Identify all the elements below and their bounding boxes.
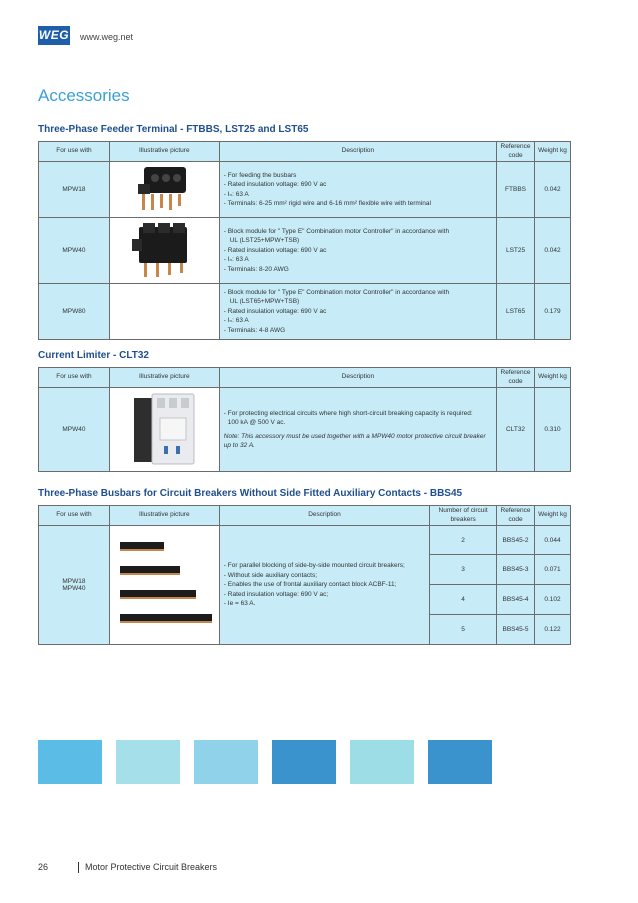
col-reference: Reference code: [497, 368, 535, 388]
reference-cell: BBS45-5: [497, 615, 535, 645]
busbars-image: [114, 534, 214, 634]
page-number: 26: [38, 862, 49, 872]
col-weight: Weight kg: [535, 506, 571, 526]
col-weight: Weight kg: [535, 142, 571, 162]
col-picture: Illustrative picture: [109, 142, 219, 162]
bbs-header-row: [39, 506, 571, 526]
weight-cell: 0.042: [535, 162, 571, 218]
weight-cell: 0.102: [535, 585, 571, 615]
color-swatch: [116, 740, 180, 784]
weight-cell: 0.042: [535, 218, 571, 284]
col-description: Description: [219, 142, 496, 162]
lst25-picture: [109, 218, 219, 284]
col-use-with: For use with: [39, 368, 110, 388]
clt-picture: [109, 388, 219, 472]
col-description: Description: [219, 506, 429, 526]
use-with-cell: MPW40: [39, 218, 110, 284]
reference-cell: LST25: [497, 218, 535, 284]
col-picture: Illustrative picture: [109, 368, 219, 388]
table-row: [39, 284, 571, 340]
weight-cell: 0.071: [535, 555, 571, 585]
clt-header-row: [39, 368, 571, 388]
use-with-cell: MPW40: [39, 388, 110, 472]
page-title: Accessories: [38, 86, 130, 105]
col-weight: Weight kg: [535, 368, 571, 388]
col-use-with: For use with: [39, 142, 110, 162]
reference-cell: FTBBS: [497, 162, 535, 218]
color-swatch-strip: [38, 740, 571, 784]
description-cell: - Block module for " Type E" Combination motor Controller" in accordance with UL (LST65+MPW+TSB) - Rated insulation voltage: 690 V ac - Iₙ: 63 A - Terminals: 4-8 AWG: [219, 284, 496, 340]
use-with-cell: MPW18: [39, 162, 110, 218]
weight-cell: 0.310: [535, 388, 571, 472]
weg-logo: WEG: [38, 26, 70, 45]
reference-cell: LST65: [497, 284, 535, 340]
reference-cell: CLT32: [497, 388, 535, 472]
weight-cell: 0.179: [535, 284, 571, 340]
ftbbs-table: [38, 141, 571, 340]
use-with-cell: MPW18 MPW40: [39, 526, 110, 645]
number-cell: 2: [430, 526, 497, 555]
table-row: [39, 526, 571, 555]
col-picture: Illustrative picture: [109, 506, 219, 526]
color-swatch: [428, 740, 492, 784]
color-swatch: [350, 740, 414, 784]
number-cell: 3: [430, 555, 497, 585]
col-use-with: For use with: [39, 506, 110, 526]
current-limiter-image: [124, 390, 204, 468]
reference-cell: BBS45-2: [497, 526, 535, 555]
bbs-table: [38, 505, 571, 645]
col-reference: Reference code: [497, 142, 535, 162]
reference-cell: BBS45-3: [497, 555, 535, 585]
col-number-breakers: Number of circuit breakers: [430, 506, 497, 526]
footer-text: Motor Protective Circuit Breakers: [85, 862, 218, 872]
ftbbs-header-row: [39, 142, 571, 162]
table-row: [39, 218, 571, 284]
lst65-picture: [109, 284, 219, 340]
clt-table: [38, 367, 571, 472]
col-description: Description: [219, 368, 496, 388]
footer-divider: [78, 862, 79, 873]
color-swatch: [272, 740, 336, 784]
header-url[interactable]: www.weg.net: [80, 32, 134, 42]
bbs-picture: [109, 526, 219, 645]
table-row: [39, 162, 571, 218]
table-row: [39, 388, 571, 472]
page-footer: [38, 862, 217, 873]
block-module-image: [124, 221, 204, 279]
clt-note: Note: This accessory must be used together with a MPW40 motor protective circuit breaker up to 32 A.: [223, 432, 486, 449]
weight-cell: 0.122: [535, 615, 571, 645]
clt-title: Current Limiter - CLT32: [38, 350, 149, 361]
weight-cell: 0.044: [535, 526, 571, 555]
color-swatch: [38, 740, 102, 784]
description-cell: - For parallel blocking of side-by-side mounted circuit breakers; - Without side auxiliary contacts; - Enables the use of frontal auxiliary contact block ACBF-11; - Rated insulation voltage: 690 V ac; - Ie = 63 A.: [219, 526, 429, 645]
color-swatch: [194, 740, 258, 784]
description-cell: - For protecting electrical circuits where high short-circuit breaking capacity is required: 100 kA @ 500 V ac. Note: This accessory must be used together with a MPW40 motor protective circuit breaker up to 32 A.: [219, 388, 496, 472]
col-reference: Reference code: [497, 506, 535, 526]
bbs-title: Three-Phase Busbars for Circuit Breakers Without Side Fitted Auxiliary Contacts - BBS45: [38, 488, 463, 499]
use-with-cell: MPW80: [39, 284, 110, 340]
description-cell: - For feeding the busbars - Rated insulation voltage: 690 V ac - Iₙ: 63 A - Terminals: 6-25 mm² rigid wire and 6-16 mm² flexible wire with terminal: [219, 162, 496, 218]
feeder-terminal-image: [124, 164, 204, 214]
reference-cell: BBS45-4: [497, 585, 535, 615]
description-cell: - Block module for " Type E" Combination motor Controller" in accordance with UL (LST25+MPW+TSB) - Rated insulation voltage: 690 V ac - Iₙ: 63 A - Terminals: 8-20 AWG: [219, 218, 496, 284]
ftbbs-title: Three-Phase Feeder Terminal - FTBBS, LST25 and LST65: [38, 124, 309, 135]
number-cell: 5: [430, 615, 497, 645]
number-cell: 4: [430, 585, 497, 615]
ftbbs-picture: [109, 162, 219, 218]
